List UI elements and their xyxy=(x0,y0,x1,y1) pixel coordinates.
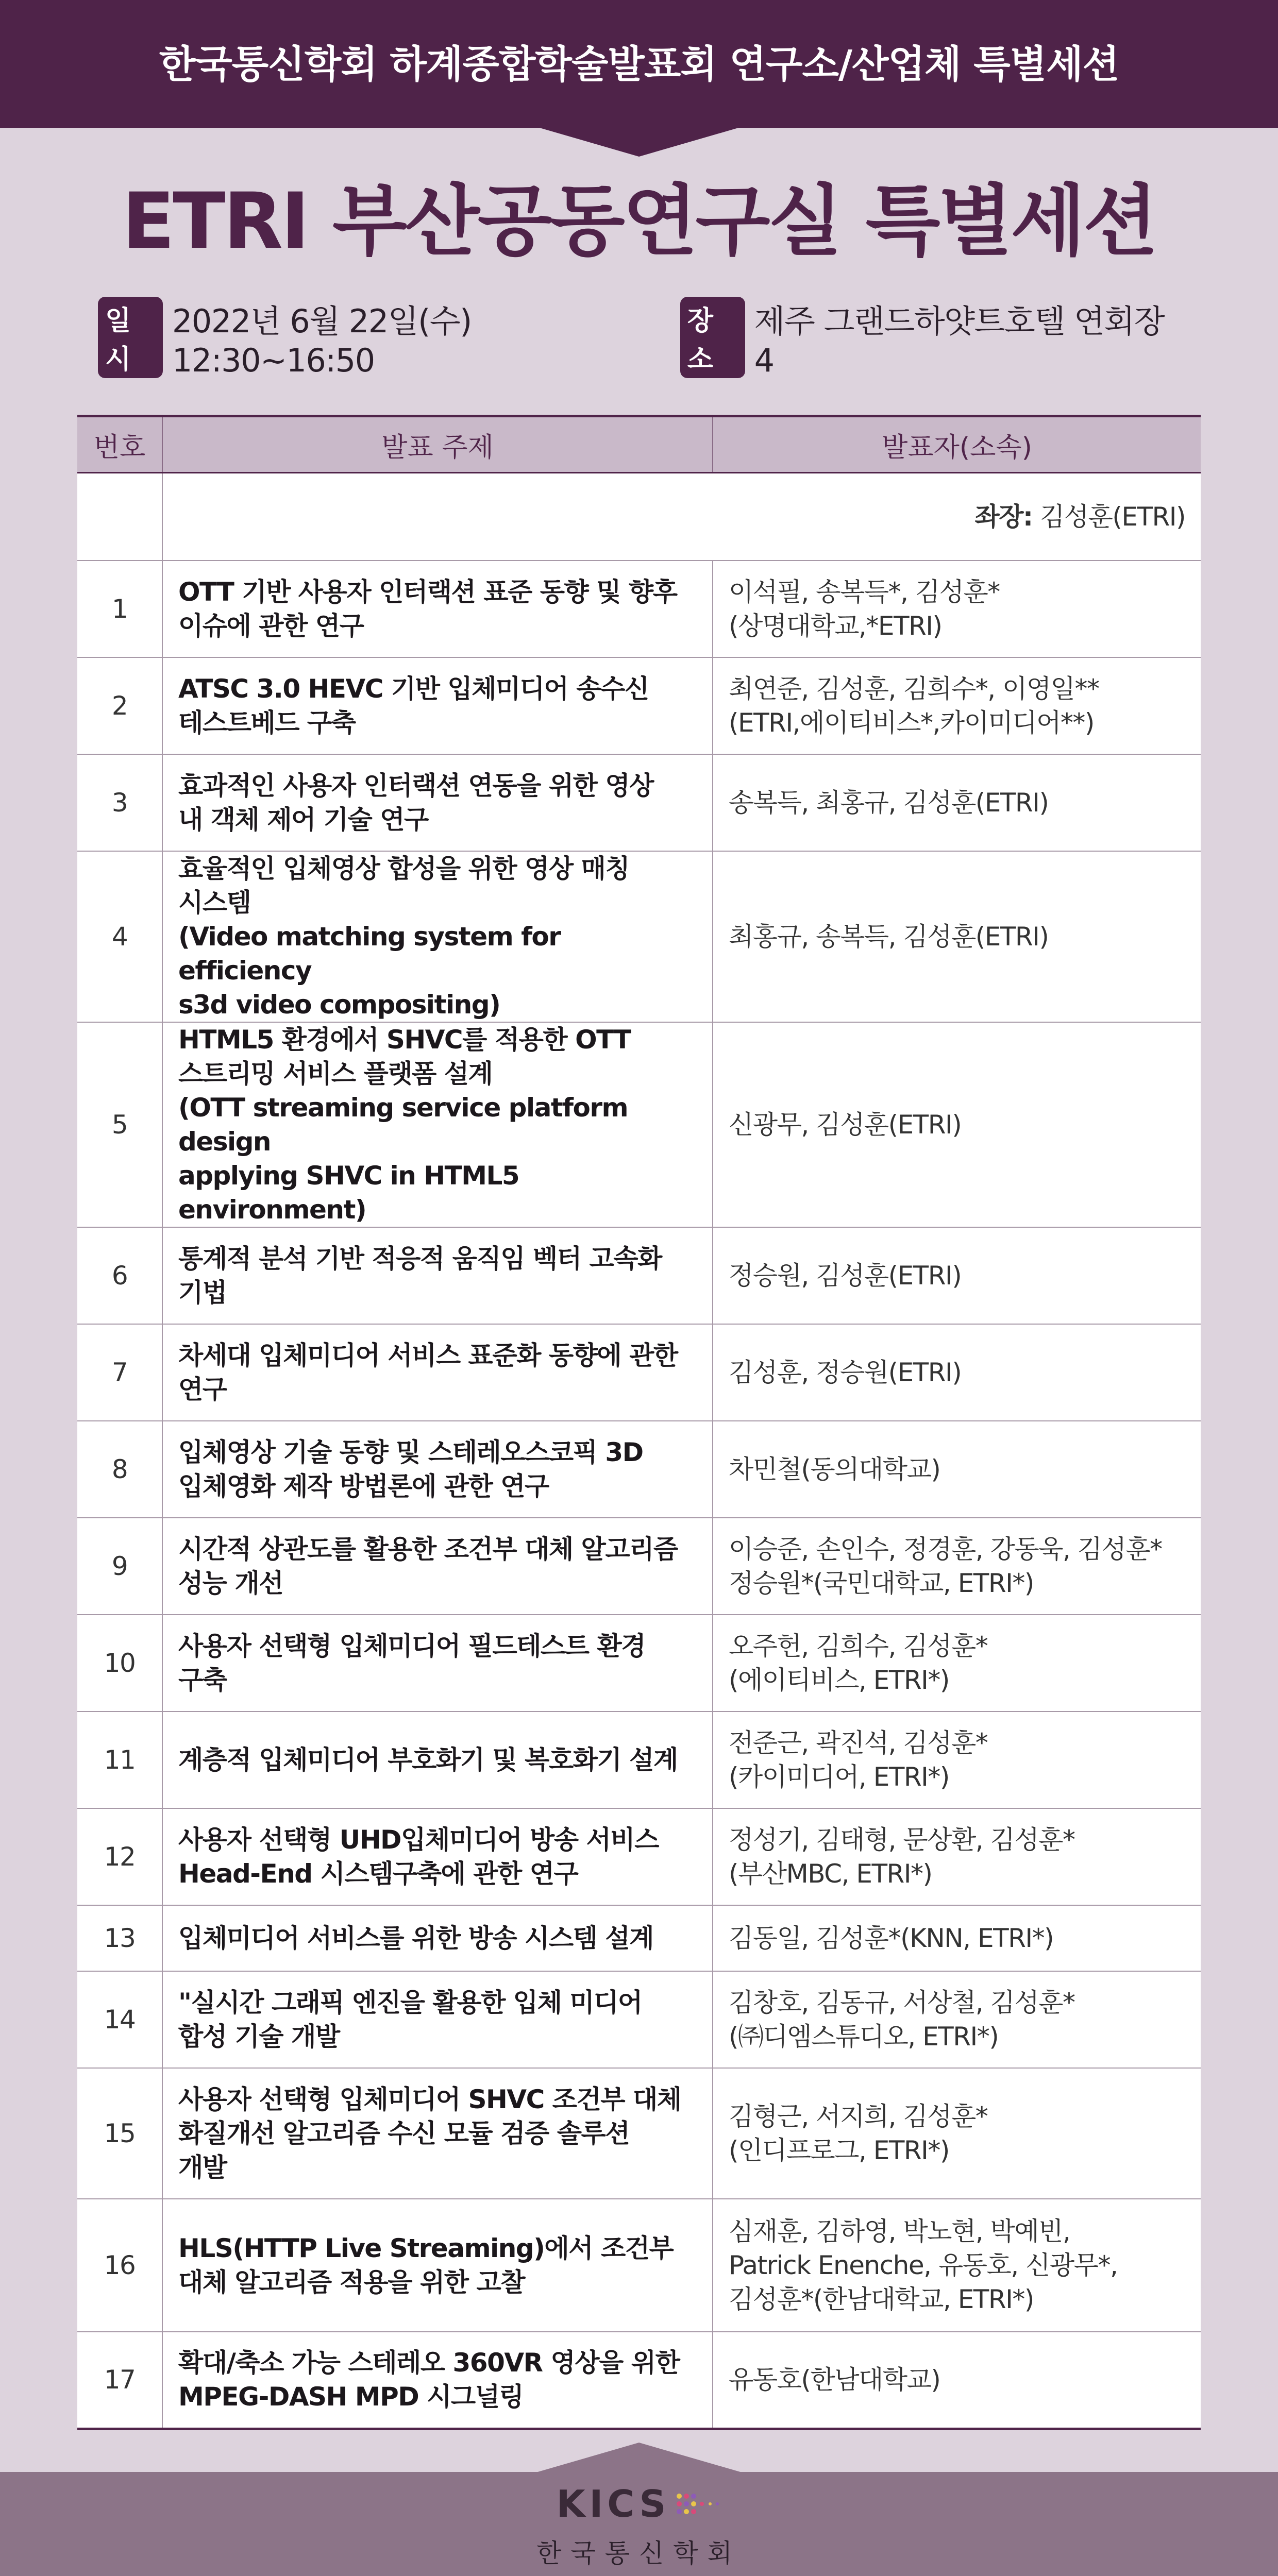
table-row xyxy=(77,2199,1201,2332)
presenter-line: 유동호(한남대학교) xyxy=(729,2365,940,2395)
presenter-line: 오주헌, 김희수, 김성훈* xyxy=(729,1631,988,1661)
topic-line: 사용자 선택형 입체미디어 필드테스트 환경 xyxy=(178,1631,646,1661)
topic-line: 내 객체 제어 기술 연구 xyxy=(178,805,428,835)
row-number: 13 xyxy=(77,1905,162,1971)
table-row xyxy=(77,1421,1201,1518)
topic-line: 시스템 xyxy=(178,888,251,918)
topic-cell xyxy=(162,1022,713,1227)
logo-wordmark: KICS xyxy=(556,2482,670,2526)
chair-label: 좌장: xyxy=(974,502,1033,532)
topic-line: 효율적인 입체영상 합성을 위한 영상 매칭 xyxy=(178,854,630,884)
topic-line: 대체 알고리즘 적용을 위한 고찰 xyxy=(178,2267,525,2297)
topic-line: 차세대 입체미디어 서비스 표준화 동향에 관한 xyxy=(178,1341,678,1370)
presenter-line: 정승원, 김성훈(ETRI) xyxy=(729,1261,962,1291)
row-number: 1 xyxy=(77,561,162,657)
presenter-line: 이석필, 송복득*, 김성훈* xyxy=(729,577,1000,607)
presenter-line: 김동일, 김성훈*(KNN, ETRI*) xyxy=(729,1923,1054,1953)
date-value: 2022년 6월 22일(수) 12:30~16:50 xyxy=(172,302,472,379)
row-number: 5 xyxy=(77,1022,162,1227)
presenters-cell xyxy=(713,2199,1201,2332)
topic-line: "실시간 그래픽 엔진을 활용한 입체 미디어 xyxy=(178,1988,642,2018)
topic-line: 사용자 선택형 입체미디어 SHVC 조건부 대체 xyxy=(178,2084,681,2114)
row-number: 8 xyxy=(77,1421,162,1518)
row-number: 10 xyxy=(77,1615,162,1711)
presenters-cell xyxy=(713,2332,1201,2429)
presenters-cell xyxy=(713,1808,1201,1905)
presenter-line: 전준근, 곽진석, 김성훈* xyxy=(729,1728,988,1758)
topic-cell xyxy=(162,657,713,754)
row-number: 12 xyxy=(77,1808,162,1905)
topic-line: 통계적 분석 기반 적응적 움직임 벡터 고속화 xyxy=(178,1244,662,1274)
row-number: 3 xyxy=(77,754,162,851)
presenters-cell xyxy=(713,754,1201,851)
presenter-line: (에이티비스, ETRI*) xyxy=(729,1665,949,1695)
table-row xyxy=(77,561,1201,657)
topic-line: applying SHVC in HTML5 environment) xyxy=(178,1161,519,1225)
presenter-line: (ETRI,에이티비스*,카이미디어**) xyxy=(729,708,1094,738)
header-number: 번호 xyxy=(77,416,162,473)
topic-line: 연구 xyxy=(178,1375,227,1404)
topic-line: 입체미디어 서비스를 위한 방송 시스템 설계 xyxy=(178,1923,653,1953)
topic-cell xyxy=(162,1324,713,1421)
topic-line: 효과적인 사용자 인터랙션 연동을 위한 영상 xyxy=(178,771,653,801)
presenters-cell xyxy=(713,561,1201,657)
kics-logo xyxy=(0,2482,1278,2570)
presenter-line: (부산MBC, ETRI*) xyxy=(729,1859,932,1889)
topic-cell xyxy=(162,754,713,851)
table-row xyxy=(77,2332,1201,2429)
topic-line: 스트리밍 서비스 플랫폼 설계 xyxy=(178,1059,493,1089)
presenter-line: 김창호, 김동규, 서상철, 김성훈* xyxy=(729,1988,1075,2018)
topic-line: 계층적 입체미디어 부호화기 및 복호화기 설계 xyxy=(178,1745,678,1775)
topic-line: 입체영화 제작 방법론에 관한 연구 xyxy=(178,1471,549,1501)
table-row xyxy=(77,1905,1201,1971)
table-row xyxy=(77,851,1201,1022)
presenters-cell xyxy=(713,1905,1201,1971)
presenter-line: Patrick Enenche, 유동호, 신광무*, xyxy=(729,2250,1118,2280)
chair-name: 김성훈(ETRI) xyxy=(1039,502,1185,532)
presenter-line: (㈜디엠스튜디오, ETRI*) xyxy=(729,2022,999,2052)
table-row xyxy=(77,1808,1201,1905)
topic-line: 시간적 상관도를 활용한 조건부 대체 알고리즘 xyxy=(178,1534,678,1564)
table-row xyxy=(77,1615,1201,1711)
presenters-cell xyxy=(713,1711,1201,1808)
topic-cell xyxy=(162,1518,713,1615)
topic-cell xyxy=(162,1711,713,1808)
row-number: 15 xyxy=(77,2068,162,2199)
topic-cell xyxy=(162,2199,713,2332)
presenter-line: (카이미디어, ETRI*) xyxy=(729,1762,949,1792)
row-number: 6 xyxy=(77,1227,162,1324)
topic-cell xyxy=(162,1615,713,1711)
event-info xyxy=(98,302,1190,379)
chair-number-cell xyxy=(77,473,162,561)
topic-cell xyxy=(162,1421,713,1518)
table-row xyxy=(77,1022,1201,1227)
logo-mark xyxy=(557,2482,722,2526)
presenters-cell xyxy=(713,1518,1201,1615)
topic-line: 합성 기술 개발 xyxy=(178,2022,340,2052)
presenters-cell xyxy=(713,1615,1201,1711)
topic-line: 구축 xyxy=(178,1665,227,1695)
presenters-cell xyxy=(713,851,1201,1022)
topic-line: MPEG-DASH MPD 시그널링 xyxy=(178,2382,524,2412)
presenter-line: 심재훈, 김하영, 박노현, 박예빈, xyxy=(729,2216,1070,2246)
presenter-line: 김형근, 서지희, 김성훈* xyxy=(729,2102,988,2131)
table-row xyxy=(77,1324,1201,1421)
date-badge: 일시 xyxy=(98,297,163,378)
table-row xyxy=(77,1711,1201,1808)
presenter-line: 김성훈, 정승원(ETRI) xyxy=(729,1358,962,1387)
row-number: 4 xyxy=(77,851,162,1022)
topic-cell xyxy=(162,2068,713,2199)
presenter-line: 정승원*(국민대학교, ETRI*) xyxy=(729,1568,1034,1598)
presenter-line: (인디프로그, ETRI*) xyxy=(729,2136,949,2165)
topic-line: (OTT streaming service platform design xyxy=(178,1093,628,1157)
topic-line: s3d video compositing) xyxy=(178,990,500,1020)
top-banner xyxy=(0,0,1278,128)
presenters-cell xyxy=(713,2068,1201,2199)
topic-cell xyxy=(162,851,713,1022)
place-badge: 장소 xyxy=(680,297,745,378)
presenter-line: 김성훈*(한남대학교, ETRI*) xyxy=(729,2284,1034,2314)
chair-row xyxy=(77,473,1201,561)
topic-cell xyxy=(162,561,713,657)
table-row xyxy=(77,754,1201,851)
presenter-line: 신광무, 김성훈(ETRI) xyxy=(729,1110,962,1140)
topic-line: 성능 개선 xyxy=(178,1568,283,1598)
topic-line: 사용자 선택형 UHD입체미디어 방송 서비스 xyxy=(178,1825,659,1855)
page-title: ETRI 부산공동연구실 특별세션 xyxy=(122,177,1156,266)
row-number: 11 xyxy=(77,1711,162,1808)
topic-line: 테스트베드 구축 xyxy=(178,708,356,738)
topic-line: HLS(HTTP Live Streaming)에서 조건부 xyxy=(178,2233,674,2263)
place-value: 제주 그랜드하얏트호텔 연회장 4 xyxy=(754,302,1165,379)
presenter-line: 송복득, 최홍규, 김성훈(ETRI) xyxy=(729,788,1049,818)
footer-notch xyxy=(536,2443,742,2472)
header-presenters: 발표자(소속) xyxy=(713,416,1201,473)
dots-icon xyxy=(675,2491,721,2517)
topic-cell xyxy=(162,1971,713,2068)
table-header-row xyxy=(77,416,1201,473)
logo-subtitle: 한국통신학회 xyxy=(536,2538,742,2568)
row-number: 17 xyxy=(77,2332,162,2429)
topic-line: 이슈에 관한 연구 xyxy=(178,611,364,641)
topic-line: (Video matching system for efficiency xyxy=(178,922,561,986)
topic-line: 화질개선 알고리즘 수신 모듈 검증 솔루션 xyxy=(178,2119,630,2148)
topic-line: ATSC 3.0 HEVC 기반 입체미디어 송수신 xyxy=(178,674,649,704)
table-row xyxy=(77,1971,1201,2068)
topic-line: 개발 xyxy=(178,2153,227,2182)
topic-line: Head-End 시스템구축에 관한 연구 xyxy=(178,1859,578,1889)
table-row xyxy=(77,2068,1201,2199)
presenter-line: 정성기, 김태형, 문상환, 김성훈* xyxy=(729,1825,1075,1855)
topic-line: 기법 xyxy=(178,1278,227,1308)
presenter-line: 이승준, 손인수, 정경훈, 강동욱, 김성훈* xyxy=(729,1534,1162,1564)
presenter-line: (상명대학교,*ETRI) xyxy=(729,611,942,641)
row-number: 9 xyxy=(77,1518,162,1615)
topic-cell xyxy=(162,1808,713,1905)
presenters-cell xyxy=(713,1421,1201,1518)
presenters-cell xyxy=(713,1971,1201,2068)
topic-line: HTML5 환경에서 SHVC를 적용한 OTT xyxy=(178,1025,631,1055)
presenters-cell xyxy=(713,1022,1201,1227)
row-number: 16 xyxy=(77,2199,162,2332)
topic-cell xyxy=(162,1905,713,1971)
presenter-line: 최연준, 김성훈, 김희수*, 이영일** xyxy=(729,674,1099,704)
row-number: 7 xyxy=(77,1324,162,1421)
topic-line: 입체영상 기술 동향 및 스테레오스코픽 3D xyxy=(178,1437,643,1467)
table-row xyxy=(77,1227,1201,1324)
row-number: 2 xyxy=(77,657,162,754)
row-number: 14 xyxy=(77,1971,162,2068)
topic-cell xyxy=(162,1227,713,1324)
table-row xyxy=(77,1518,1201,1615)
place-info xyxy=(680,296,1190,379)
presenters-cell xyxy=(713,657,1201,754)
header-topic: 발표 주제 xyxy=(162,416,713,473)
date-info xyxy=(98,296,680,379)
presenter-line: 최홍규, 송복득, 김성훈(ETRI) xyxy=(729,922,1049,952)
presenters-cell xyxy=(713,1227,1201,1324)
topic-line: OTT 기반 사용자 인터랙션 표준 동향 및 향후 xyxy=(178,577,677,607)
topic-cell xyxy=(162,2332,713,2429)
table-row xyxy=(77,657,1201,754)
session-schedule-table xyxy=(77,415,1201,2430)
topic-line: 확대/축소 가능 스테레오 360VR 영상을 위한 xyxy=(178,2348,680,2378)
presenters-cell xyxy=(713,1324,1201,1421)
conference-banner-text: 한국통신학회 하계종합학술발표회 연구소/산업체 특별세션 xyxy=(159,42,1119,87)
chair-cell xyxy=(162,473,1201,561)
presenter-line: 차민철(동의대학교) xyxy=(729,1454,940,1484)
banner-notch xyxy=(536,127,742,157)
